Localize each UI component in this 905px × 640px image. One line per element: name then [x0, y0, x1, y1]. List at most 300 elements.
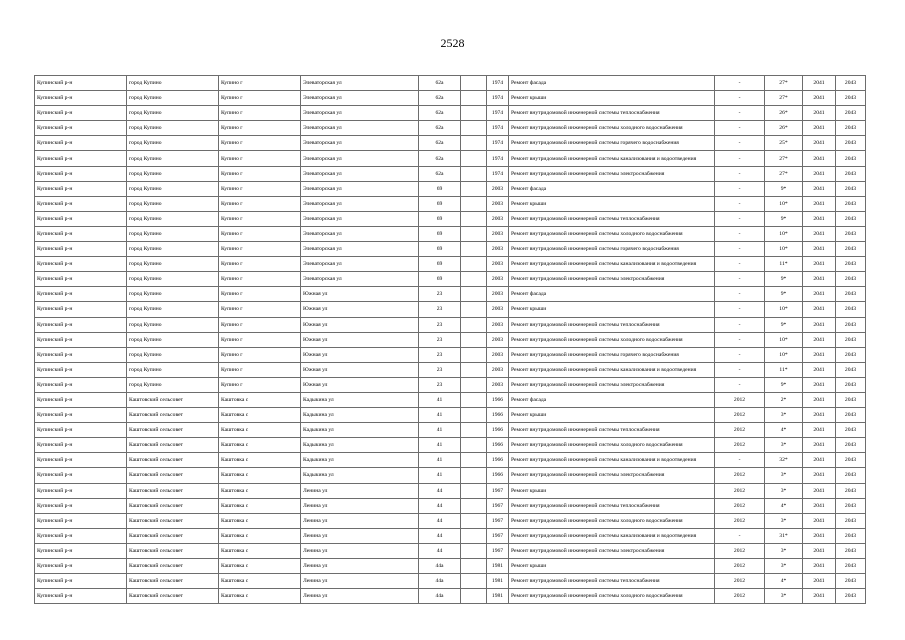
cell-start: 2041	[803, 392, 836, 407]
cell-blank	[461, 543, 487, 558]
cell-year: 1974	[487, 121, 509, 136]
cell-municipality: город Купино	[127, 287, 219, 302]
cell-end: 2043	[836, 559, 866, 574]
cell-percent: 4*	[765, 498, 803, 513]
cell-district: Купинский р-н	[35, 242, 127, 257]
cell-end: 2043	[836, 408, 866, 423]
cell-street: Ленина ул	[301, 483, 419, 498]
cell-street: Элеваторская ул	[301, 196, 419, 211]
cell-cost: 2012	[715, 498, 765, 513]
cell-municipality: город Купино	[127, 211, 219, 226]
cell-blank	[461, 408, 487, 423]
table-row	[35, 106, 866, 121]
cell-municipality: Каштовский сельсовет	[127, 543, 219, 558]
cell-municipality: город Купино	[127, 362, 219, 377]
cell-house: 69	[419, 242, 461, 257]
cell-percent: 27*	[765, 91, 803, 106]
cell-start: 2041	[803, 287, 836, 302]
cell-start: 2041	[803, 151, 836, 166]
cell-house: 23	[419, 332, 461, 347]
cell-street: Кадыкина ул	[301, 392, 419, 407]
cell-district: Купинский р-н	[35, 513, 127, 528]
cell-work: Ремонт внутридомовой инженерной системы горячего водоснабжения	[509, 347, 715, 362]
cell-blank	[461, 166, 487, 181]
cell-blank	[461, 498, 487, 513]
cell-year: 1974	[487, 91, 509, 106]
cell-end: 2043	[836, 166, 866, 181]
cell-start: 2041	[803, 136, 836, 151]
cell-locality: Каштовка с	[219, 468, 301, 483]
cell-locality: Каштовка с	[219, 513, 301, 528]
cell-municipality: город Купино	[127, 166, 219, 181]
cell-cost: -	[715, 287, 765, 302]
cell-year: 1966	[487, 453, 509, 468]
cell-cost: 2012	[715, 438, 765, 453]
cell-district: Купинский р-н	[35, 166, 127, 181]
cell-locality: Купино г	[219, 362, 301, 377]
cell-house: 23	[419, 302, 461, 317]
cell-cost: 2012	[715, 543, 765, 558]
repair-schedule-table	[34, 75, 866, 604]
cell-year: 2003	[487, 257, 509, 272]
cell-blank	[461, 242, 487, 257]
cell-locality: Купино г	[219, 347, 301, 362]
cell-municipality: город Купино	[127, 181, 219, 196]
cell-street: Элеваторская ул	[301, 242, 419, 257]
cell-year: 1974	[487, 151, 509, 166]
cell-blank	[461, 423, 487, 438]
cell-locality: Купино г	[219, 166, 301, 181]
cell-district: Купинский р-н	[35, 392, 127, 407]
cell-blank	[461, 377, 487, 392]
cell-cost: -	[715, 453, 765, 468]
cell-municipality: Каштовский сельсовет	[127, 438, 219, 453]
cell-work: Ремонт внутридомовой инженерной системы горячего водоснабжения	[509, 242, 715, 257]
cell-end: 2043	[836, 181, 866, 196]
cell-house: 62а	[419, 136, 461, 151]
cell-year: 1981	[487, 559, 509, 574]
cell-district: Купинский р-н	[35, 106, 127, 121]
cell-percent: 32*	[765, 453, 803, 468]
cell-street: Элеваторская ул	[301, 106, 419, 121]
cell-street: Элеваторская ул	[301, 166, 419, 181]
cell-cost: 2012	[715, 408, 765, 423]
cell-street: Южная ул	[301, 347, 419, 362]
cell-percent: 3*	[765, 589, 803, 604]
cell-percent: 10*	[765, 196, 803, 211]
cell-municipality: Каштовский сельсовет	[127, 498, 219, 513]
table-row	[35, 332, 866, 347]
cell-blank	[461, 453, 487, 468]
cell-municipality: Каштовский сельсовет	[127, 589, 219, 604]
table-row	[35, 242, 866, 257]
table-row	[35, 483, 866, 498]
cell-municipality: город Купино	[127, 196, 219, 211]
cell-work: Ремонт внутридомовой инженерной системы теплоснабжения	[509, 106, 715, 121]
cell-end: 2043	[836, 362, 866, 377]
cell-locality: Каштовка с	[219, 423, 301, 438]
cell-work: Ремонт фасада	[509, 76, 715, 91]
cell-locality: Купино г	[219, 151, 301, 166]
cell-work: Ремонт внутридомовой инженерной системы электроснабжения	[509, 166, 715, 181]
cell-municipality: город Купино	[127, 242, 219, 257]
cell-district: Купинский р-н	[35, 528, 127, 543]
cell-district: Купинский р-н	[35, 181, 127, 196]
cell-locality: Каштовка с	[219, 543, 301, 558]
cell-house: 23	[419, 317, 461, 332]
cell-percent: 26*	[765, 106, 803, 121]
cell-work: Ремонт внутридомовой инженерной системы канализования и водоотведения	[509, 151, 715, 166]
cell-municipality: город Купино	[127, 226, 219, 241]
cell-percent: 9*	[765, 377, 803, 392]
cell-district: Купинский р-н	[35, 438, 127, 453]
cell-blank	[461, 211, 487, 226]
cell-start: 2041	[803, 513, 836, 528]
cell-start: 2041	[803, 317, 836, 332]
cell-blank	[461, 574, 487, 589]
cell-blank	[461, 106, 487, 121]
cell-end: 2043	[836, 468, 866, 483]
table-body	[35, 76, 866, 604]
cell-district: Купинский р-н	[35, 483, 127, 498]
cell-municipality: город Купино	[127, 151, 219, 166]
cell-blank	[461, 513, 487, 528]
cell-cost: -	[715, 332, 765, 347]
cell-year: 2003	[487, 242, 509, 257]
cell-street: Элеваторская ул	[301, 226, 419, 241]
cell-cost: -	[715, 106, 765, 121]
table-row	[35, 468, 866, 483]
cell-work: Ремонт внутридомовой инженерной системы холодного водоснабжения	[509, 121, 715, 136]
cell-work: Ремонт крыши	[509, 196, 715, 211]
cell-house: 44	[419, 528, 461, 543]
cell-percent: 10*	[765, 347, 803, 362]
cell-percent: 3*	[765, 559, 803, 574]
cell-district: Купинский р-н	[35, 121, 127, 136]
cell-street: Кадыкина ул	[301, 468, 419, 483]
cell-start: 2041	[803, 302, 836, 317]
cell-year: 1967	[487, 543, 509, 558]
cell-street: Кадыкина ул	[301, 438, 419, 453]
cell-year: 1974	[487, 76, 509, 91]
cell-end: 2043	[836, 76, 866, 91]
cell-street: Элеваторская ул	[301, 181, 419, 196]
cell-street: Ленина ул	[301, 559, 419, 574]
cell-locality: Купино г	[219, 76, 301, 91]
cell-district: Купинский р-н	[35, 543, 127, 558]
table-row	[35, 362, 866, 377]
cell-cost: -	[715, 166, 765, 181]
cell-end: 2043	[836, 543, 866, 558]
table-row	[35, 121, 866, 136]
cell-municipality: Каштовский сельсовет	[127, 559, 219, 574]
cell-house: 41	[419, 392, 461, 407]
cell-end: 2043	[836, 392, 866, 407]
cell-year: 2003	[487, 272, 509, 287]
cell-house: 44а	[419, 574, 461, 589]
cell-end: 2043	[836, 257, 866, 272]
cell-start: 2041	[803, 106, 836, 121]
cell-street: Кадыкина ул	[301, 423, 419, 438]
cell-end: 2043	[836, 332, 866, 347]
cell-percent: 31*	[765, 528, 803, 543]
cell-work: Ремонт фасада	[509, 181, 715, 196]
cell-street: Южная ул	[301, 302, 419, 317]
cell-start: 2041	[803, 347, 836, 362]
cell-cost: -	[715, 362, 765, 377]
cell-house: 44	[419, 498, 461, 513]
table-row	[35, 196, 866, 211]
cell-cost: -	[715, 181, 765, 196]
cell-year: 1966	[487, 408, 509, 423]
cell-house: 62а	[419, 91, 461, 106]
cell-house: 23	[419, 287, 461, 302]
cell-year: 1981	[487, 589, 509, 604]
cell-start: 2041	[803, 332, 836, 347]
cell-cost: -	[715, 76, 765, 91]
cell-year: 2003	[487, 332, 509, 347]
cell-percent: 2*	[765, 392, 803, 407]
cell-year: 1974	[487, 166, 509, 181]
cell-start: 2041	[803, 574, 836, 589]
cell-start: 2041	[803, 76, 836, 91]
cell-cost: -	[715, 347, 765, 362]
cell-municipality: город Купино	[127, 347, 219, 362]
cell-blank	[461, 589, 487, 604]
cell-house: 69	[419, 272, 461, 287]
cell-percent: 3*	[765, 438, 803, 453]
cell-municipality: город Купино	[127, 332, 219, 347]
cell-district: Купинский р-н	[35, 347, 127, 362]
cell-locality: Купино г	[219, 226, 301, 241]
cell-year: 2003	[487, 302, 509, 317]
cell-year: 2003	[487, 226, 509, 241]
cell-district: Купинский р-н	[35, 498, 127, 513]
table-row	[35, 226, 866, 241]
cell-work: Ремонт фасада	[509, 287, 715, 302]
cell-district: Купинский р-н	[35, 559, 127, 574]
cell-start: 2041	[803, 423, 836, 438]
cell-house: 62а	[419, 121, 461, 136]
cell-locality: Каштовка с	[219, 498, 301, 513]
cell-end: 2043	[836, 242, 866, 257]
cell-work: Ремонт внутридомовой инженерной системы канализования и водоотведения	[509, 362, 715, 377]
cell-year: 1967	[487, 528, 509, 543]
cell-district: Купинский р-н	[35, 226, 127, 241]
cell-district: Купинский р-н	[35, 332, 127, 347]
cell-start: 2041	[803, 559, 836, 574]
cell-street: Южная ул	[301, 332, 419, 347]
cell-work: Ремонт внутридомовой инженерной системы электроснабжения	[509, 543, 715, 558]
cell-start: 2041	[803, 377, 836, 392]
cell-start: 2041	[803, 257, 836, 272]
cell-street: Ленина ул	[301, 589, 419, 604]
cell-house: 41	[419, 408, 461, 423]
cell-work: Ремонт внутридомовой инженерной системы электроснабжения	[509, 272, 715, 287]
cell-locality: Каштовка с	[219, 559, 301, 574]
cell-start: 2041	[803, 453, 836, 468]
cell-house: 62а	[419, 166, 461, 181]
cell-blank	[461, 528, 487, 543]
cell-street: Южная ул	[301, 377, 419, 392]
cell-street: Ленина ул	[301, 574, 419, 589]
cell-blank	[461, 272, 487, 287]
cell-end: 2043	[836, 574, 866, 589]
cell-end: 2043	[836, 302, 866, 317]
cell-municipality: Каштовский сельсовет	[127, 468, 219, 483]
table-row	[35, 302, 866, 317]
cell-cost: -	[715, 302, 765, 317]
table-row	[35, 166, 866, 181]
cell-blank	[461, 121, 487, 136]
cell-district: Купинский р-н	[35, 211, 127, 226]
cell-start: 2041	[803, 408, 836, 423]
cell-percent: 27*	[765, 166, 803, 181]
cell-start: 2041	[803, 498, 836, 513]
cell-street: Элеваторская ул	[301, 76, 419, 91]
cell-house: 62а	[419, 151, 461, 166]
cell-work: Ремонт внутридомовой инженерной системы канализования и водоотведения	[509, 528, 715, 543]
cell-locality: Купино г	[219, 317, 301, 332]
cell-work: Ремонт крыши	[509, 91, 715, 106]
cell-district: Купинский р-н	[35, 468, 127, 483]
cell-house: 41	[419, 438, 461, 453]
cell-blank	[461, 438, 487, 453]
cell-percent: 10*	[765, 226, 803, 241]
cell-district: Купинский р-н	[35, 196, 127, 211]
cell-street: Ленина ул	[301, 543, 419, 558]
table-row	[35, 317, 866, 332]
cell-house: 44	[419, 483, 461, 498]
cell-street: Элеваторская ул	[301, 121, 419, 136]
cell-year: 1967	[487, 483, 509, 498]
cell-street: Элеваторская ул	[301, 257, 419, 272]
cell-end: 2043	[836, 528, 866, 543]
cell-percent: 10*	[765, 332, 803, 347]
cell-blank	[461, 136, 487, 151]
cell-percent: 3*	[765, 468, 803, 483]
cell-blank	[461, 91, 487, 106]
cell-year: 2003	[487, 196, 509, 211]
table-row	[35, 423, 866, 438]
cell-end: 2043	[836, 196, 866, 211]
cell-house: 62а	[419, 106, 461, 121]
table-row	[35, 498, 866, 513]
cell-percent: 3*	[765, 483, 803, 498]
cell-locality: Каштовка с	[219, 589, 301, 604]
cell-house: 69	[419, 196, 461, 211]
cell-municipality: Каштовский сельсовет	[127, 408, 219, 423]
cell-percent: 10*	[765, 302, 803, 317]
table-row	[35, 347, 866, 362]
cell-year: 1966	[487, 423, 509, 438]
cell-blank	[461, 362, 487, 377]
cell-start: 2041	[803, 181, 836, 196]
cell-blank	[461, 559, 487, 574]
cell-district: Купинский р-н	[35, 151, 127, 166]
cell-house: 23	[419, 362, 461, 377]
cell-district: Купинский р-н	[35, 589, 127, 604]
cell-municipality: Каштовский сельсовет	[127, 392, 219, 407]
cell-locality: Купино г	[219, 257, 301, 272]
cell-blank	[461, 483, 487, 498]
cell-year: 1967	[487, 498, 509, 513]
cell-district: Купинский р-н	[35, 302, 127, 317]
cell-percent: 27*	[765, 76, 803, 91]
cell-year: 1966	[487, 392, 509, 407]
table-row	[35, 438, 866, 453]
cell-start: 2041	[803, 121, 836, 136]
cell-street: Элеваторская ул	[301, 211, 419, 226]
cell-end: 2043	[836, 498, 866, 513]
cell-work: Ремонт внутридомовой инженерной системы канализования и водоотведения	[509, 453, 715, 468]
cell-end: 2043	[836, 226, 866, 241]
cell-percent: 25*	[765, 136, 803, 151]
cell-district: Купинский р-н	[35, 287, 127, 302]
cell-percent: 9*	[765, 287, 803, 302]
cell-municipality: город Купино	[127, 136, 219, 151]
cell-house: 44	[419, 543, 461, 558]
cell-percent: 26*	[765, 121, 803, 136]
cell-district: Купинский р-н	[35, 574, 127, 589]
cell-blank	[461, 317, 487, 332]
cell-blank	[461, 392, 487, 407]
cell-locality: Купино г	[219, 91, 301, 106]
cell-year: 1966	[487, 438, 509, 453]
cell-cost: -	[715, 528, 765, 543]
table-row	[35, 257, 866, 272]
cell-district: Купинский р-н	[35, 377, 127, 392]
cell-end: 2043	[836, 317, 866, 332]
cell-locality: Купино г	[219, 181, 301, 196]
cell-work: Ремонт внутридомовой инженерной системы холодного водоснабжения	[509, 226, 715, 241]
cell-cost: 2012	[715, 589, 765, 604]
cell-work: Ремонт внутридомовой инженерной системы теплоснабжения	[509, 317, 715, 332]
cell-municipality: город Купино	[127, 302, 219, 317]
cell-work: Ремонт внутридомовой инженерной системы канализования и водоотведения	[509, 257, 715, 272]
cell-percent: 11*	[765, 362, 803, 377]
cell-district: Купинский р-н	[35, 453, 127, 468]
cell-locality: Каштовка с	[219, 528, 301, 543]
cell-locality: Купино г	[219, 196, 301, 211]
cell-municipality: город Купино	[127, 121, 219, 136]
cell-percent: 3*	[765, 543, 803, 558]
cell-start: 2041	[803, 543, 836, 558]
cell-work: Ремонт внутридомовой инженерной системы холодного водоснабжения	[509, 513, 715, 528]
cell-locality: Каштовка с	[219, 392, 301, 407]
table-row	[35, 453, 866, 468]
cell-blank	[461, 468, 487, 483]
cell-district: Купинский р-н	[35, 136, 127, 151]
cell-street: Ленина ул	[301, 528, 419, 543]
cell-cost: -	[715, 211, 765, 226]
cell-end: 2043	[836, 377, 866, 392]
cell-locality: Купино г	[219, 332, 301, 347]
cell-blank	[461, 151, 487, 166]
table-row	[35, 151, 866, 166]
cell-municipality: город Купино	[127, 257, 219, 272]
table-row	[35, 559, 866, 574]
cell-work: Ремонт внутридомовой инженерной системы теплоснабжения	[509, 498, 715, 513]
cell-end: 2043	[836, 121, 866, 136]
cell-start: 2041	[803, 438, 836, 453]
cell-house: 69	[419, 211, 461, 226]
cell-cost: -	[715, 377, 765, 392]
cell-blank	[461, 347, 487, 362]
cell-year: 1974	[487, 106, 509, 121]
cell-district: Купинский р-н	[35, 257, 127, 272]
cell-municipality: Каштовский сельсовет	[127, 423, 219, 438]
